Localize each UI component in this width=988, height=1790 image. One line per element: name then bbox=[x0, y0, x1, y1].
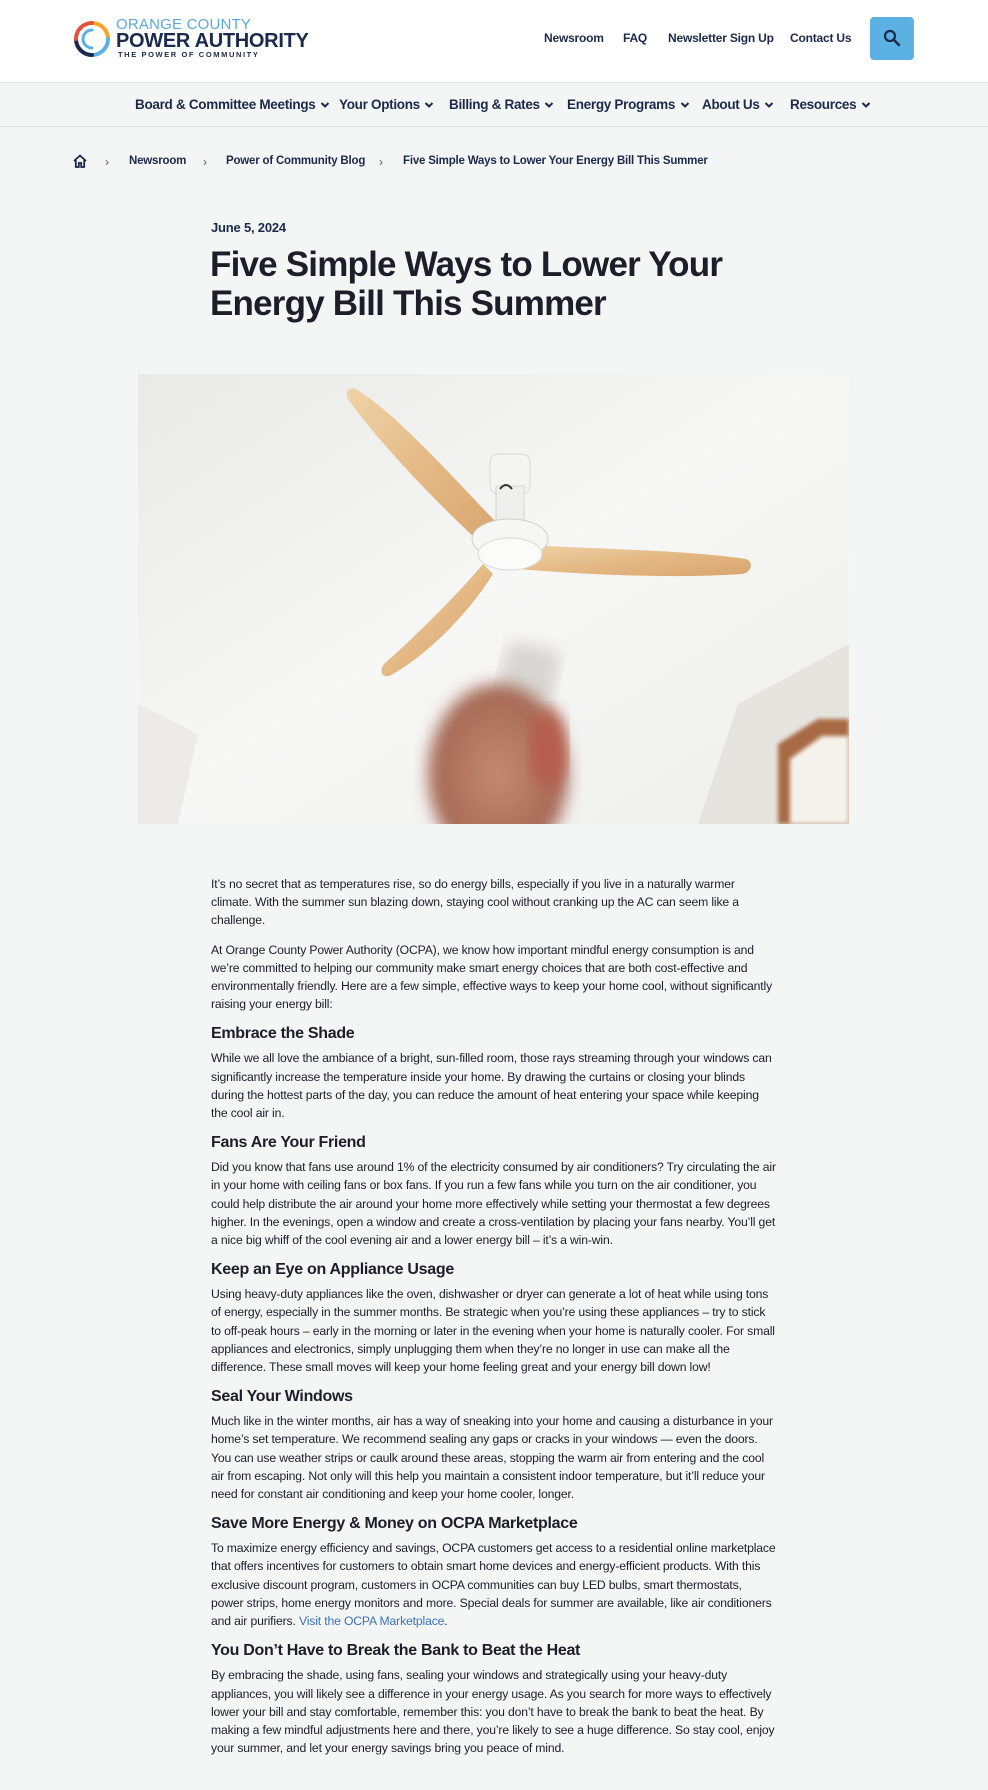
breadcrumb-separator-icon: › bbox=[203, 155, 207, 169]
marketplace-text: To maximize energy efficiency and savings, OCPA customers get access to a residential online marketplace that offers incentives for customers to obtain smart home devices and energy-efficient products. With this exclusive discount program, customers in OCPA communities can buy LED bulbs, smart thermostats, power strips, home energy monitors and more. Special deals for summer are available, like air conditioners and air purifiers. bbox=[211, 1541, 776, 1629]
logo-line1: ORANGE COUNTY bbox=[116, 16, 252, 33]
breadcrumb-separator-icon: › bbox=[379, 155, 383, 169]
section-heading-appliances: Keep an Eye on Appliance Usage bbox=[211, 1261, 454, 1279]
section-body-fans: Did you know that fans use around 1% of the electricity consumed by air conditioners? Try circulating the air in your home with ceiling fans or box fans. If you run a few fans while you turn on the air conditioner, you could help distribute the air around your home more effectively while setting your thermostat a few degrees higher. In the evenings, open a window and create a cross-ventilation by placing your fans nearby. You’ll get a nice big whiff of the cool evening air and a lower energy bill – it’s a win-win. bbox=[211, 1160, 776, 1248]
ocpa-logo[interactable] bbox=[71, 16, 309, 62]
utility-link-faq[interactable]: FAQ bbox=[623, 31, 648, 45]
section-body-windows: Much like in the winter months, air has a way of sneaking into your home and causing a disturbance in your home’s set temperature. We recommend sealing any gaps or cracks in your windows — even the doors. You can use weather strips or caulk around these areas, stopping the warm air from entering and the cool air from escaping. Not only will this help you maintain a consistent indoor temperature, but it’ll reduce your need for constant air conditioning and keep your home cooler, longer. bbox=[211, 1414, 773, 1502]
ceiling-fan-icon bbox=[138, 374, 849, 824]
chevron-down-icon bbox=[764, 101, 774, 109]
main-nav bbox=[0, 82, 988, 127]
breadcrumb-current: Five Simple Ways to Lower Your Energy Bill This Summer bbox=[403, 155, 708, 167]
chevron-down-icon bbox=[424, 101, 434, 109]
ocpa-marketplace-link[interactable]: Visit the OCPA Marketplace bbox=[298, 1614, 445, 1629]
section-body-conclusion: By embracing the shade, using fans, sealing your windows and strategically using your heavy-duty appliances, you will likely see a difference in your energy usage. As you search for more ways to effectively lower your bill and stay comfortable, remember this: you don’t have to break the bank to beat the heat. By making a few mindful adjustments here and there, you’re likely to see a huge difference. So stay cool, enjoy your summer, and let your energy savings bring you peace of mind. bbox=[211, 1668, 775, 1756]
nav-label: Your Options bbox=[339, 97, 420, 112]
logo-swirl-icon bbox=[71, 18, 113, 60]
nav-board-committee-meetings[interactable] bbox=[135, 97, 330, 115]
article-intro-2: At Orange County Power Authority (OCPA), we know how important mindful energy consumption is and we’re committed to helping our community make smart energy choices that are both cost-effective and environmentally friendly. Here are a few simple, effective ways to keep your home cool, without significantly raising your energy bill: bbox=[211, 942, 773, 1012]
marketplace-link-suffix: . bbox=[444, 1614, 448, 1629]
top-bar bbox=[0, 0, 988, 82]
page-title: Five Simple Ways to Lower Your Energy Bill This Summer bbox=[210, 245, 723, 323]
chevron-down-icon bbox=[544, 101, 554, 109]
section-heading-marketplace: Save More Energy & Money on OCPA Marketplace bbox=[211, 1515, 578, 1533]
nav-resources[interactable] bbox=[790, 97, 871, 115]
section-body-shade: While we all love the ambiance of a bright, sun-filled room, those rays streaming through your windows can significantly increase the temperature inside your home. By drawing the curtains or closing your blinds during the hottest parts of the day, you can reduce the amount of heat entering your space while keeping the cool air in. bbox=[211, 1051, 772, 1121]
nav-about-us[interactable] bbox=[702, 97, 774, 115]
section-body-marketplace bbox=[211, 1539, 776, 1630]
chevron-down-icon bbox=[320, 101, 330, 109]
nav-label: About Us bbox=[702, 97, 760, 112]
article-body bbox=[211, 875, 776, 1768]
chevron-down-icon bbox=[680, 101, 690, 109]
section-heading-fans: Fans Are Your Friend bbox=[211, 1134, 366, 1152]
logo-tagline: THE POWER OF COMMUNITY bbox=[118, 50, 260, 59]
article-date: June 5, 2024 bbox=[211, 220, 286, 235]
search-button[interactable] bbox=[870, 17, 914, 60]
nav-billing-rates[interactable] bbox=[449, 97, 554, 115]
chevron-down-icon bbox=[861, 101, 871, 109]
search-icon bbox=[883, 29, 901, 47]
utility-link-contact[interactable]: Contact Us bbox=[790, 31, 852, 45]
nav-your-options[interactable] bbox=[339, 97, 434, 115]
home-icon[interactable] bbox=[72, 153, 88, 169]
utility-link-newsletter[interactable]: Newsletter Sign Up bbox=[668, 31, 774, 45]
section-heading-shade: Embrace the Shade bbox=[211, 1025, 355, 1043]
article-intro-1: It’s no secret that as temperatures rise, so do energy bills, especially if you live in a naturally warmer climate. With the summer sun blazing down, staying cool without cranking up the AC can seem like a challenge. bbox=[211, 877, 739, 928]
breadcrumb bbox=[72, 153, 792, 171]
hero-image bbox=[138, 374, 849, 824]
nav-label: Billing & Rates bbox=[449, 97, 540, 112]
utility-link-newsroom[interactable]: Newsroom bbox=[544, 31, 604, 45]
breadcrumb-separator-icon: › bbox=[105, 155, 109, 169]
nav-energy-programs[interactable] bbox=[567, 97, 690, 115]
nav-label: Resources bbox=[790, 97, 857, 112]
breadcrumb-blog[interactable]: Power of Community Blog bbox=[226, 155, 366, 167]
section-body-appliances: Using heavy-duty appliances like the oven, dishwasher or dryer can generate a lot of heat while using tons of energy, especially in the summer months. Be strategic when you’re using these appliances – try to stick to off-peak hours – early in the morning or later in the evening when your home is naturally cooler. For small appliances and electronics, simply unplugging them when they’re no longer in use can make all the difference. These small moves will keep your home feeling great and your energy bill down low! bbox=[211, 1287, 775, 1375]
section-heading-conclusion: You Don’t Have to Break the Bank to Beat the Heat bbox=[211, 1642, 581, 1660]
nav-label: Energy Programs bbox=[567, 97, 676, 112]
section-heading-windows: Seal Your Windows bbox=[211, 1388, 353, 1406]
nav-label: Board & Committee Meetings bbox=[135, 97, 316, 112]
logo-line2: POWER AUTHORITY bbox=[116, 30, 309, 52]
breadcrumb-newsroom[interactable]: Newsroom bbox=[129, 155, 187, 167]
